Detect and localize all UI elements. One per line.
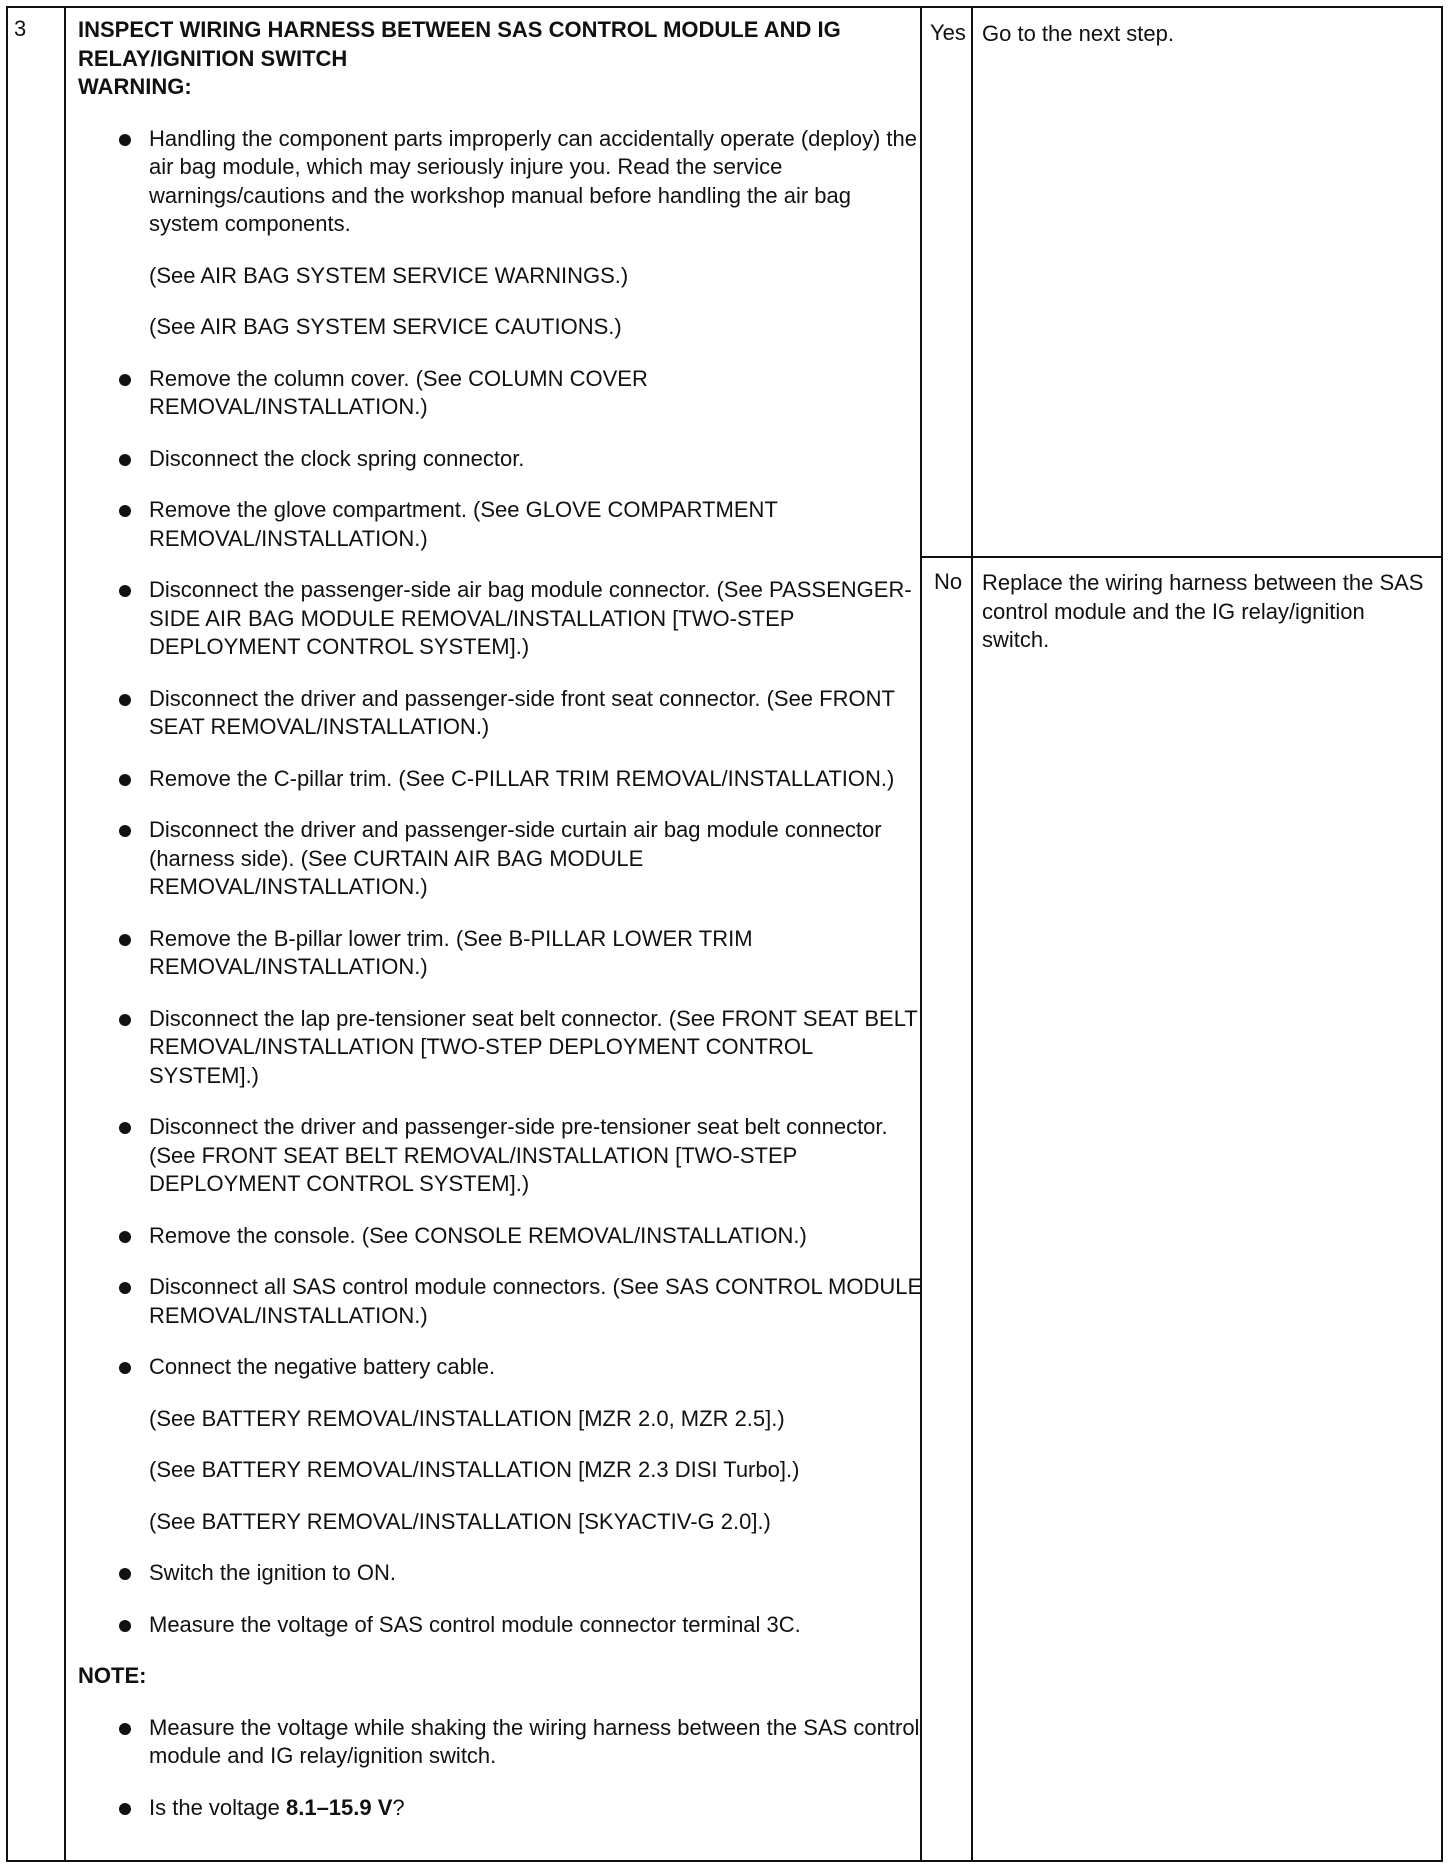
list-item-text: Measure the voltage of SAS control module connector terminal 3C. — [149, 1611, 801, 1637]
bullet-dot-icon — [119, 825, 131, 837]
list-item-text: Disconnect all SAS control module connectors. (See SAS CONTROL MODULE REMOVAL/INSTALLATION.) — [149, 1274, 923, 1328]
list-item — [78, 925, 923, 982]
bullet-dot-icon — [119, 374, 131, 386]
question-suffix: ? — [392, 1794, 405, 1820]
list-item-text: Switch the ignition to ON. — [149, 1560, 397, 1585]
bullet-dot-icon — [119, 934, 131, 946]
list-item — [78, 1353, 923, 1382]
list-item — [78, 765, 923, 794]
list-item — [78, 1222, 923, 1251]
bullet-dot-icon — [119, 505, 131, 517]
bullet-dot-icon — [119, 1723, 131, 1735]
question-prefix: Is the voltage — [149, 1794, 286, 1820]
bullet-dot-icon — [119, 1620, 131, 1632]
no-label: No — [934, 569, 963, 594]
bullet-dot-icon — [119, 454, 131, 466]
list-item-text: Connect the negative battery cable. — [149, 1354, 496, 1379]
warning-list — [78, 125, 923, 1640]
step-title: INSPECT WIRING HARNESS BETWEEN SAS CONTROL MODULE AND IG RELAY/IGNITION SWITCH — [78, 17, 841, 71]
list-item-text: Handling the component parts improperly can accidentally operate (deploy) the air bag module, which may seriously injure you. Read the service warnings/cautions and the workshop manual before handling the air bag system components. — [149, 125, 917, 236]
question-item — [78, 1794, 923, 1823]
reference-line: (See BATTERY REMOVAL/INSTALLATION [SKYACTIV-G 2.0].) — [149, 1508, 771, 1534]
list-item — [78, 365, 923, 422]
list-item — [78, 1611, 923, 1640]
bullet-dot-icon — [119, 1282, 131, 1294]
reference-line: (See AIR BAG SYSTEM SERVICE WARNINGS.) — [149, 262, 629, 288]
list-item — [78, 1714, 923, 1771]
warning-label: WARNING: — [78, 74, 192, 99]
list-item-text: Measure the voltage while shaking the wiring harness between the SAS control module and IG relay/ignition switch. — [149, 1714, 920, 1768]
step-content — [78, 16, 923, 1822]
note-label: NOTE: — [78, 1663, 147, 1688]
yes-label: Yes — [930, 20, 966, 45]
bullet-dot-icon — [119, 1231, 131, 1243]
list-item — [78, 445, 923, 474]
list-item — [78, 685, 923, 742]
bullet-dot-icon — [119, 774, 131, 786]
list-item-text: Disconnect the driver and passenger-side front seat connector. (See FRONT SEAT REMOVAL/INSTALLATION.) — [149, 685, 895, 739]
note-list — [78, 1714, 923, 1771]
list-item — [78, 125, 923, 239]
reference-line: (See AIR BAG SYSTEM SERVICE CAUTIONS.) — [149, 314, 622, 339]
list-item-text: Remove the glove compartment. (See GLOVE COMPARTMENT REMOVAL/INSTALLATION.) — [149, 497, 778, 551]
list-item — [78, 496, 923, 553]
list-item — [78, 576, 923, 662]
column-divider — [971, 8, 973, 1860]
voltage-range: 8.1–15.9 V — [285, 1794, 393, 1820]
bullet-dot-icon — [119, 134, 131, 146]
reference-line: (See BATTERY REMOVAL/INSTALLATION [MZR 2.3 DISI Turbo].) — [149, 1457, 800, 1482]
list-item-text: Disconnect the passenger-side air bag module connector. (See PASSENGER-SIDE AIR BAG MODULE REMOVAL/INSTALLATION [TWO-STEP DEPLOYMENT CONTROL SYSTEM].) — [149, 577, 912, 659]
list-item — [78, 1273, 923, 1330]
inspection-table — [6, 6, 1443, 1862]
list-item — [78, 1559, 923, 1588]
yes-action: Go to the next step. — [982, 21, 1175, 46]
list-item-text: Remove the B-pillar lower trim. (See B-PILLAR LOWER TRIM REMOVAL/INSTALLATION.) — [149, 925, 753, 979]
list-item-text: Remove the console. (See CONSOLE REMOVAL/INSTALLATION.) — [149, 1222, 807, 1248]
reference-line: (See BATTERY REMOVAL/INSTALLATION [MZR 2.0, MZR 2.5].) — [149, 1405, 785, 1431]
bullet-dot-icon — [119, 1122, 131, 1134]
step-number: 3 — [14, 16, 27, 41]
list-item-text: Disconnect the driver and passenger-side pre-tensioner seat belt connector. (See FRONT SEAT BELT REMOVAL/INSTALLATION [TWO-STEP DEPLOYMENT CONTROL SYSTEM].) — [149, 1114, 888, 1196]
list-item-text: Remove the column cover. (See COLUMN COVER REMOVAL/INSTALLATION.) — [149, 365, 648, 419]
bullet-dot-icon — [119, 694, 131, 706]
list-item — [78, 816, 923, 902]
row-divider — [920, 556, 1441, 558]
list-item-text: Disconnect the driver and passenger-side curtain air bag module connector (harness side). (See CURTAIN AIR BAG MODULE REMOVAL/INSTALLATION.) — [149, 817, 882, 899]
bullet-dot-icon — [119, 1568, 131, 1580]
list-item — [78, 1113, 923, 1199]
bullet-dot-icon — [119, 1362, 131, 1374]
list-item-text: Remove the C-pillar trim. (See C-PILLAR TRIM REMOVAL/INSTALLATION.) — [149, 765, 895, 791]
bullet-dot-icon — [119, 585, 131, 597]
list-item — [78, 1005, 923, 1091]
column-divider — [64, 8, 66, 1860]
question-list — [78, 1794, 923, 1823]
bullet-dot-icon — [119, 1014, 131, 1026]
list-item-text: Disconnect the clock spring connector. — [149, 445, 525, 471]
bullet-dot-icon — [119, 1803, 131, 1815]
no-action: Replace the wiring harness between the SAS control module and the IG relay/ignition switch. — [982, 570, 1424, 652]
list-item-text: Disconnect the lap pre-tensioner seat belt connector. (See FRONT SEAT BELT REMOVAL/INSTALLATION [TWO-STEP DEPLOYMENT CONTROL SYSTEM].) — [149, 1005, 918, 1088]
